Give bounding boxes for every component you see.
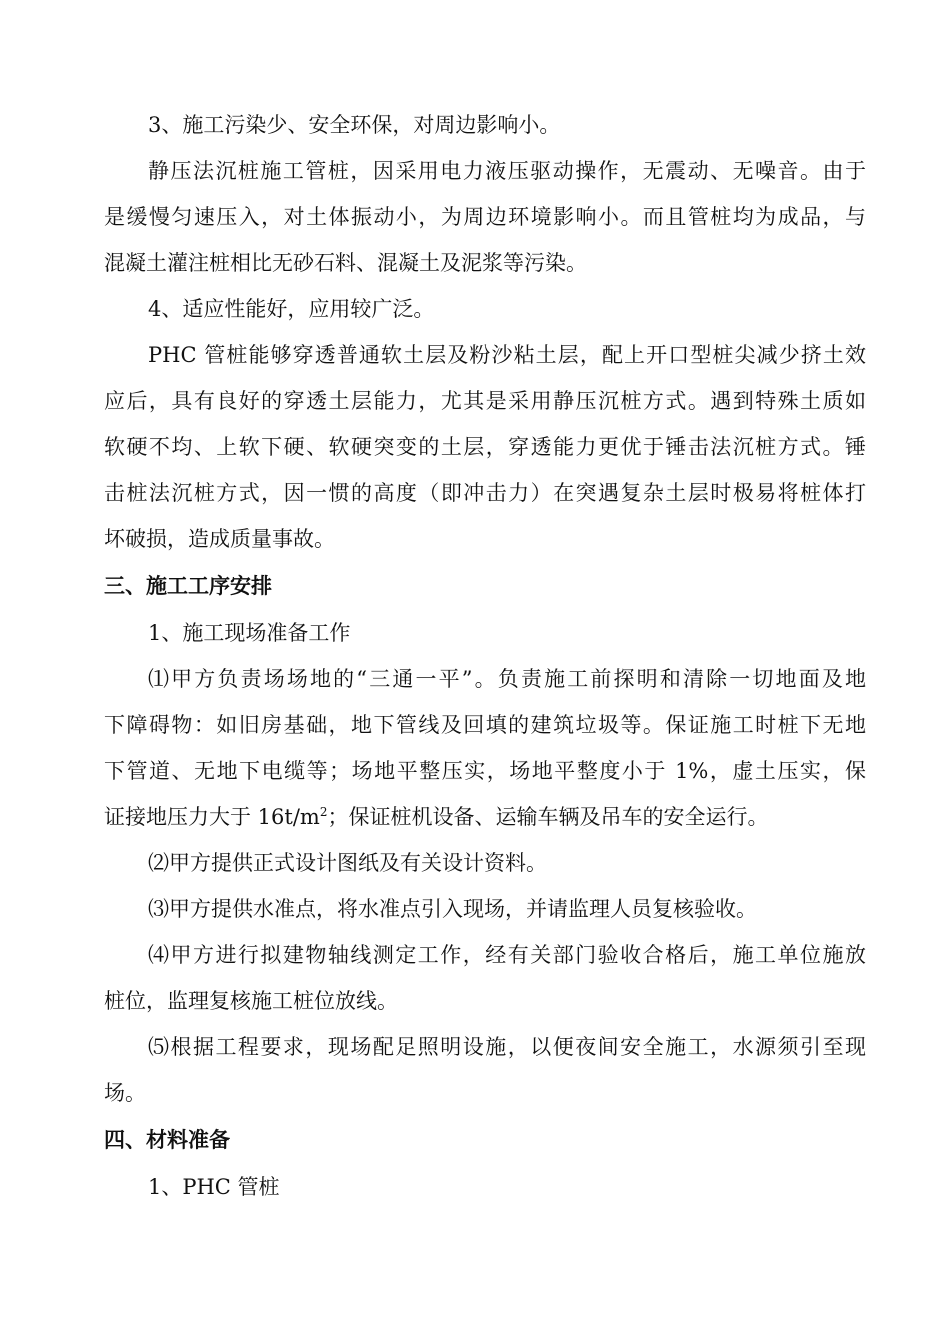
subsection-heading: 1、PHC 管桩 — [148, 1175, 280, 1199]
paragraph-line: 下障碍物：如旧房基础，地下管线及回填的建筑垃圾等。保证施工时桩下无地 — [104, 713, 866, 737]
paragraph-line: PHC 管桩能够穿透普通软土层及粉沙粘土层，配上开口型桩尖减少挤土效 — [148, 343, 866, 367]
paragraph-line: ⑸根据工程要求，现场配足照明设施，以便夜间安全施工，水源须引至现 — [148, 1035, 866, 1059]
paragraph-line: ⑷甲方进行拟建物轴线测定工作，经有关部门验收合格后，施工单位施放 — [148, 943, 866, 967]
section-heading: 四、材料准备 — [104, 1127, 230, 1152]
paragraph-line: 是缓慢匀速压入，对土体振动小，为周边环境影响小。而且管桩均为成品，与 — [104, 205, 866, 229]
paragraph-line: 混凝土灌注桩相比无砂石料、混凝土及泥浆等污染。 — [104, 251, 587, 275]
paragraph-line: ⑴甲方负责场场地的“三通一平”。负责施工前探明和清除一切地面及地 — [148, 667, 866, 691]
text-run: ；保证桩机设备、运输车辆及吊车的安全运行。 — [327, 805, 769, 829]
superscript: 2 — [319, 805, 328, 819]
paragraph-line: 软硬不均、上软下硬、软硬突变的土层，穿透能力更优于锤击法沉桩方式。锤 — [104, 435, 866, 459]
text-run: 证接地压力大于 16t/m — [104, 805, 320, 829]
paragraph-line: 静压法沉桩施工管桩，因采用电力液压驱动操作，无震动、无噪音。由于 — [148, 159, 866, 183]
paragraph-line: 4、适应性能好，应用较广泛。 — [148, 297, 435, 321]
paragraph-line — [104, 794, 866, 840]
paragraph-line: 桩位，监理复核施工桩位放线。 — [104, 989, 398, 1013]
paragraph-line: 击桩法沉桩方式，因一惯的高度（即冲击力）在突遇复杂土层时极易将桩体打 — [104, 481, 866, 505]
paragraph-line: 场。 — [104, 1081, 146, 1105]
paragraph-line: 3、施工污染少、安全环保，对周边影响小。 — [148, 113, 561, 137]
subsection-heading: 1、施工现场准备工作 — [148, 621, 351, 645]
paragraph-line: 应后，具有良好的穿透土层能力，尤其是采用静压沉桩方式。遇到特殊土质如 — [104, 389, 866, 413]
paragraph-line: 坏破损，造成质量事故。 — [104, 527, 335, 551]
paragraph-line: ⑵甲方提供正式设计图纸及有关设计资料。 — [148, 851, 547, 875]
paragraph-line: 下管道、无地下电缆等；场地平整压实，场地平整度小于 1%，虚土压实，保 — [104, 759, 866, 783]
section-heading: 三、施工工序安排 — [104, 573, 272, 598]
paragraph-line: ⑶甲方提供水准点，将水准点引入现场，并请监理人员复核验收。 — [148, 897, 757, 921]
